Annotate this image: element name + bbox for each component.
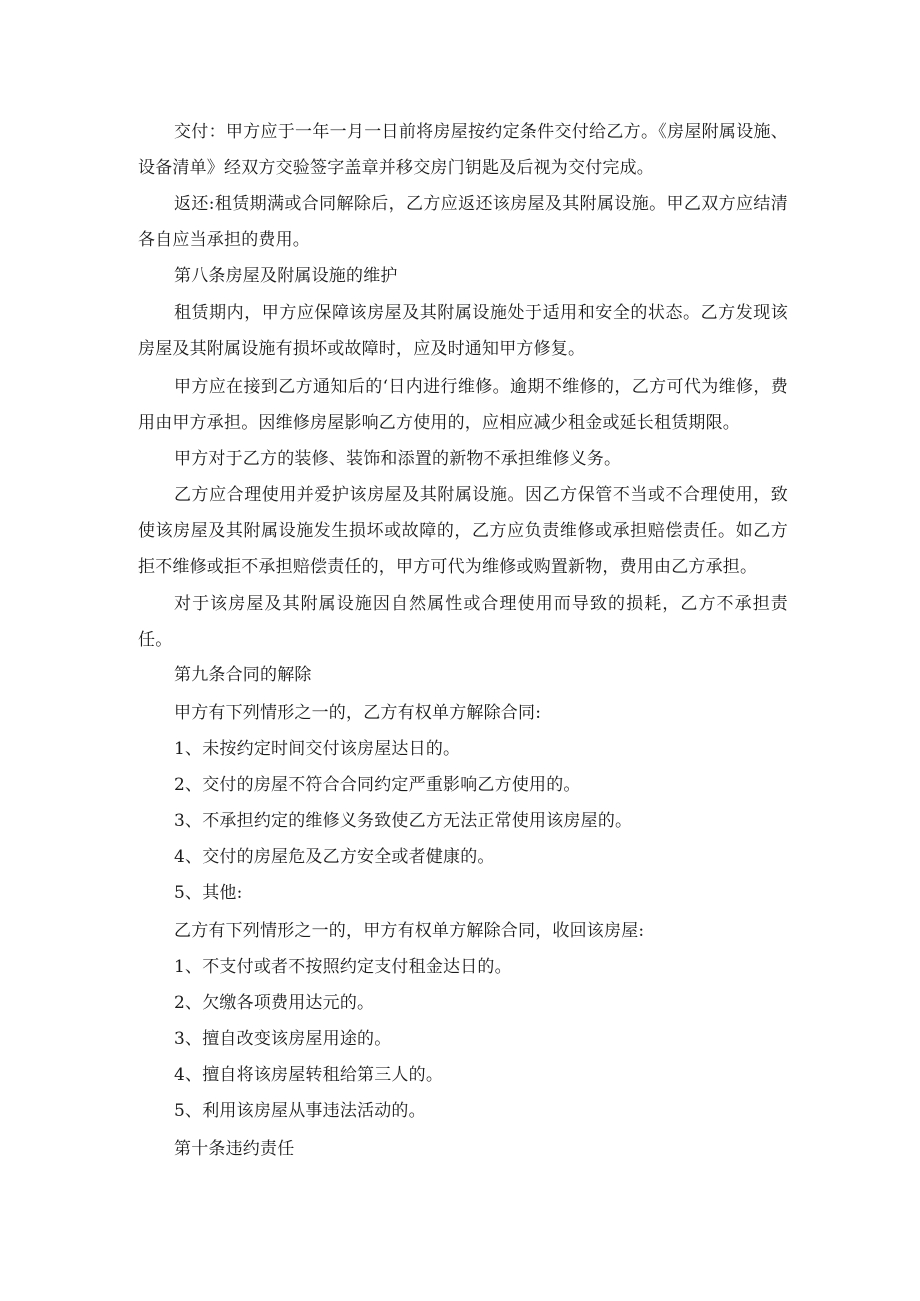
list-item-lessor-4: 4、交付的房屋危及乙方安全或者健康的。 bbox=[174, 847, 495, 867]
list-item-lessee-3: 3、擅自改变该房屋用途的。 bbox=[174, 1029, 392, 1049]
paragraph-maintenance-3: 甲方对于乙方的装修、装饰和添置的新物不承担维修义务。 bbox=[174, 449, 622, 469]
paragraph-maintenance-5: 对于该房屋及其附属设施因自然属性或合理使用而导致的损耗，乙方不承担责任。 bbox=[138, 594, 788, 650]
list-item-lessee-4: 4、擅自将该房屋转租给第三人的。 bbox=[174, 1065, 444, 1085]
list-item-lessee-2: 2、欠缴各项费用达元的。 bbox=[174, 993, 375, 1013]
list-item-lessor-1: 1、未按约定时间交付该房屋达日的。 bbox=[174, 739, 461, 759]
list-item-lessee-5: 5、利用该房屋从事违法活动的。 bbox=[174, 1101, 426, 1121]
list-item-lessor-2: 2、交付的房屋不符合合同约定严重影响乙方使用的。 bbox=[174, 775, 581, 795]
paragraph-delivery: 交付：甲方应于一年一月一日前将房屋按约定条件交付给乙方。《房屋附属设施、设备清单》经双方交验签字盖章并移交房门钥匙及后视为交付完成。 bbox=[138, 122, 788, 178]
heading-article-8: 第八条房屋及附属设施的维护 bbox=[174, 266, 398, 286]
paragraph-maintenance-2: 甲方应在接到乙方通知后的‘日内进行维修。逾期不维修的，乙方可代为维修，费用由甲方承担。因维修房屋影响乙方使用的，应相应减少租金或延长租赁期限。 bbox=[138, 377, 788, 433]
paragraph-maintenance-1: 租赁期内，甲方应保障该房屋及其附属设施处于适用和安全的状态。乙方发现该房屋及其附属设施有损坏或故障时，应及时通知甲方修复。 bbox=[138, 303, 788, 359]
heading-article-9: 第九条合同的解除 bbox=[174, 665, 312, 685]
list-item-lessor-5: 5、其他: bbox=[174, 883, 243, 903]
list-item-lessee-1: 1、不支付或者不按照约定支付租金达日的。 bbox=[174, 957, 512, 977]
heading-article-10: 第十条违约责任 bbox=[174, 1139, 295, 1159]
list-item-lessor-3: 3、不承担约定的维修义务致使乙方无法正常使用该房屋的。 bbox=[174, 811, 633, 831]
paragraph-return: 返还:租赁期满或合同解除后，乙方应返还该房屋及其附属设施。甲乙双方应结清各自应当承担的费用。 bbox=[138, 194, 788, 250]
paragraph-lessee-termination-intro: 乙方有下列情形之一的，甲方有权单方解除合同，收回该房屋: bbox=[174, 921, 645, 941]
paragraph-maintenance-4: 乙方应合理使用并爱护该房屋及其附属设施。因乙方保管不当或不合理使用，致使该房屋及其附属设施发生损坏或故障的，乙方应负责维修或承担赔偿责任。如乙方拒不维修或拒不承担赔偿责任的，甲方可代为维修或购置新物，费用由乙方承担。 bbox=[138, 485, 788, 577]
paragraph-lessor-termination-intro: 甲方有下列情形之一的，乙方有权单方解除合同: bbox=[174, 703, 542, 723]
